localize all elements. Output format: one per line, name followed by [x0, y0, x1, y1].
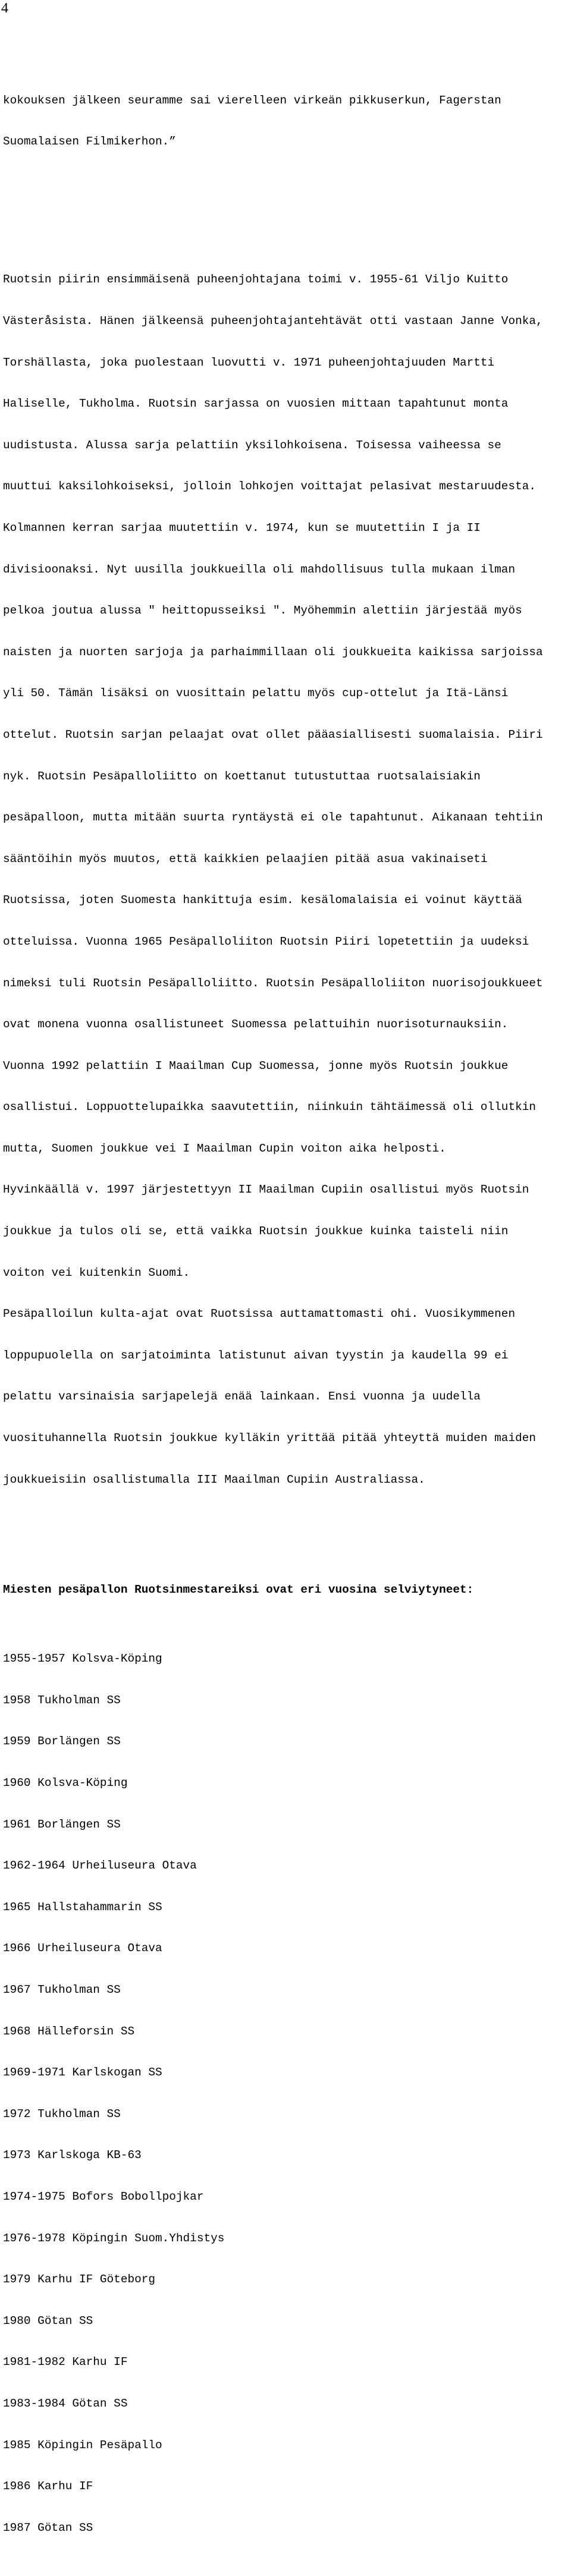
list-item: 1967 Tukholman SS [3, 1983, 121, 1996]
text-line: nyk. Ruotsin Pesäpalloliitto on koettanut tutustuttaa ruotsalaisiakin [3, 769, 481, 783]
list-item: 1965 Hallstahammarin SS [3, 1900, 162, 1914]
list-item: 1968 Hälleforsin SS [3, 2024, 135, 2038]
paragraph-spacer [3, 204, 571, 218]
document-body [3, 39, 571, 2576]
list-item: 1955-1957 Kolsva-Köping [3, 1652, 162, 1666]
list-item: 1981-1982 Karhu IF [3, 2355, 128, 2369]
page-number: 4 [1, 1, 8, 16]
text-line: pelkoa joutua alussa " heittopusseiksi ". Myöhemmin alettiin järjestää myös [3, 604, 522, 618]
text-line: otteluissa. Vuonna 1965 Pesäpalloliiton Ruotsin Piiri lopetettiin ja uudeksi [3, 935, 529, 948]
text-line: Pesäpalloilun kulta-ajat ovat Ruotsissa auttamattomasti ohi. Vuosikymmenen [3, 1307, 516, 1321]
text-line: voiton vei kuitenkin Suomi. [3, 1266, 190, 1279]
list-item: 1973 Karlskoga KB-63 [3, 2149, 142, 2162]
list-item: 1979 Karhu IF Göteborg [3, 2273, 155, 2286]
list-item: 1966 Urheiluseura Otava [3, 1942, 162, 1955]
text-line: mutta, Suomen joukkue vei I Maailman Cupin voiton aika helposti. [3, 1141, 446, 1155]
text-line: muuttui kaksilohkoiseksi, jolloin lohkojen voittajat pelasivat mestaruudesta. [3, 480, 536, 493]
text-line: osallistui. Loppuottelupaikka saavutettiin, niinkuin tähtäimessä oli ollutkin [3, 1100, 536, 1114]
text-line: Ruotsissa, joten Suomesta hankittuja esim. kesälomalaisia ei voinut käyttää [3, 894, 522, 907]
list-item: 1976-1978 Köpingin Suom.Yhdistys [3, 2231, 225, 2245]
text-line: kokouksen jälkeen seuramme sai vierelleen virkeän pikkuserkun, Fagerstan [3, 93, 501, 107]
text-line: Torshällasta, joka puolestaan luovutti v. 1971 puheenjohtajuuden Martti [3, 356, 495, 369]
text-line: Hyvinkäällä v. 1997 järjestettyyn II Maailman Cupiin osallistui myös Ruotsin [3, 1183, 529, 1197]
text-line: naisten ja nuorten sarjoja ja parhaimmillaan oli joukkueita kaikissa sarjoissa [3, 645, 543, 659]
history-paragraph [3, 246, 571, 1514]
list-item: 1986 Karhu IF [3, 2480, 93, 2493]
list-item: 1959 Borlängen SS [3, 1735, 121, 1748]
text-line: Haliselle, Tukholma. Ruotsin sarjassa on vuosien mittaan tapahtunut monta [3, 397, 509, 411]
list-item: 1960 Kolsva-Köping [3, 1776, 128, 1789]
list-item: 1969-1971 Karlskogan SS [3, 2066, 162, 2080]
list-item: 1962-1964 Urheiluseura Otava [3, 1859, 197, 1873]
text-line: Kolmannen kerran sarjaa muutettiin v. 1974, kun se muutettiin I ja II [3, 521, 481, 534]
text-line: nimeksi tuli Ruotsin Pesäpalloliitto. Ruotsin Pesäpalloliiton nuorisojoukkueet [3, 976, 543, 990]
text-line: Vuonna 1992 pelattiin I Maailman Cup Suomessa, jonne myös Ruotsin joukkue [3, 1059, 509, 1072]
list-item: 1985 Köpingin Pesäpallo [3, 2438, 162, 2452]
text-line: Västeråsista. Hänen jälkeensä puheenjohtajantehtävät otti vastaan Janne Vonka, [3, 314, 543, 328]
champions-list [3, 1625, 571, 2562]
text-line: Ruotsin piirin ensimmäisenä puheenjohtajana toimi v. 1955-61 Viljo Kuitto [3, 273, 509, 287]
text-line: loppupuolella on sarjatoiminta latistunut aivan tyystin ja kaudella 99 ei [3, 1348, 509, 1362]
text-line: uudistusta. Alussa sarja pelattiin yksilohkoisena. Toisessa vaiheessa se [3, 438, 501, 452]
text-line: pesäpalloon, mutta mitään suurta ryntäystä ei ole tapahtunut. Aikanaan tehtiin [3, 811, 543, 825]
text-line: joukkue ja tulos oli se, että vaikka Ruotsin joukkue kuinka taisteli niin [3, 1225, 509, 1238]
list-item: 1987 Götan SS [3, 2521, 93, 2534]
text-line: vuosituhannella Ruotsin joukkue kylläkin yrittää pitää yhteyttä muiden maiden [3, 1432, 536, 1445]
text-line: sääntöihin myös muutos, että kaikkien pelaajien pitää asua vakinaiseti [3, 852, 488, 866]
text-line: yli 50. Tämän lisäksi on vuosittain pelattu myös cup-ottelut ja Itä-Länsi [3, 687, 509, 700]
text-line: ottelut. Ruotsin sarjan pelaajat ovat ollet pääasiallisesti suomalaisia. Piiri [3, 728, 543, 741]
list-item: 1974-1975 Bofors Bobollpojkar [3, 2190, 204, 2203]
text-line: Suomalaisen Filmikerhon.” [3, 135, 176, 149]
intro-paragraph [3, 66, 571, 177]
list-item: 1958 Tukholman SS [3, 1693, 121, 1707]
text-line: divisioonaksi. Nyt uusilla joukkueilla oli mahdollisuus tulla mukaan ilman [3, 562, 516, 576]
list-item: 1972 Tukholman SS [3, 2107, 121, 2121]
text-line: joukkueisiin osallistumalla III Maailman Cupiin Australiassa. [3, 1473, 425, 1486]
list-item: 1980 Götan SS [3, 2314, 93, 2327]
text-line: ovat monena vuonna osallistuneet Suomessa pelattuihin nuorisoturnauksiin. [3, 1018, 509, 1031]
champions-heading: Miesten pesäpallon Ruotsinmestareiksi ovat eri vuosina selviytyneet: [3, 1583, 474, 1597]
text-line: pelattu varsinaisia sarjapelejä enää lainkaan. Ensi vuonna ja uudella [3, 1390, 481, 1404]
paragraph-spacer [3, 1542, 571, 1556]
list-item: 1983-1984 Götan SS [3, 2396, 128, 2410]
list-item: 1961 Borlängen SS [3, 1817, 121, 1831]
